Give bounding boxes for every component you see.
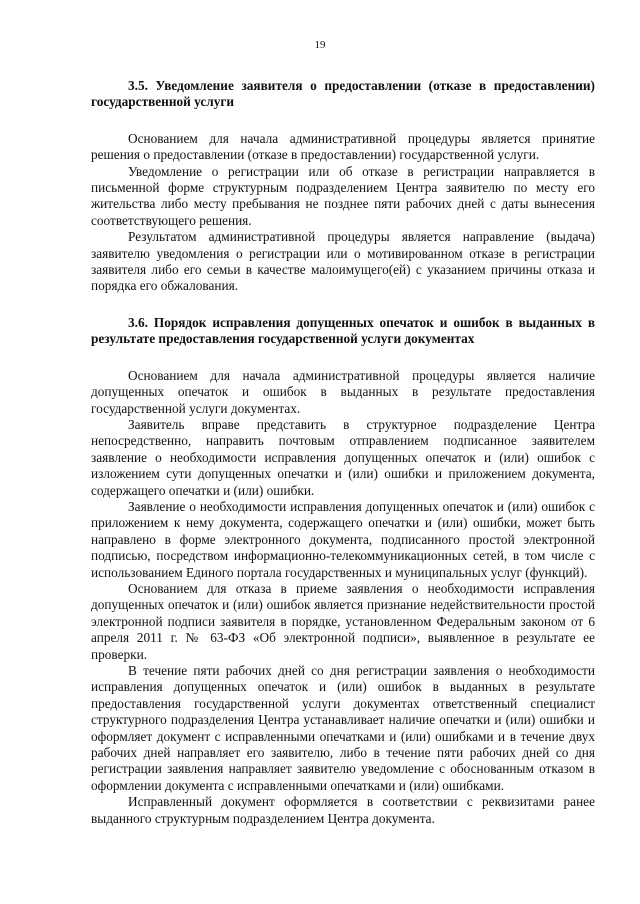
paragraph: Основанием для начала административной процедуры является наличие допущенных опечаток и ошибок в выданных в результате предоставления государственной услуги документах. (91, 367, 595, 416)
paragraph: Результатом административной процедуры является направление (выдача) заявителю уведомления о регистрации или о мотивированном отказе в регистрации заявителя либо его семьи в качестве малоимущего(ей) с указанием причины отказа и порядка его обжалования. (91, 229, 595, 294)
document-body (91, 78, 595, 827)
spacer (91, 111, 595, 131)
page-number: 19 (314, 39, 326, 51)
section-3-5 (91, 78, 595, 295)
paragraph: Основанием для начала административной процедуры является принятие решения о предоставлении (отказе в предоставлении) государственной услуги. (91, 130, 595, 163)
spacer (91, 348, 595, 368)
paragraph: Заявитель вправе представить в структурное подразделение Центра непосредственно, направить почтовым отправлением подписанное заявителем заявление о необходимости исправления допущенных опечаток и (или) ошибок с изложением сути допущенных опечатки и (или) ошибки и приложением документа, содержащего опечатки и (или) ошибки. (91, 416, 595, 498)
section-heading: 3.5. Уведомление заявителя о предоставлении (отказе в предоставлении) государственной услуги (91, 78, 595, 110)
paragraph: В течение пяти рабочих дней со дня регистрации заявления о необходимости исправления допущенных опечаток и (или) ошибок в выданных в результате предоставления государственной услуги документах ответственный специалист структурного подразделения Центра устанавливает наличие опечатки и (или) ошибки и оформляет документ с исправленными опечатками и (или) ошибками и в течение двух рабочих дней направляет его заявителю, либо в течение пяти рабочих дней со дня регистрации заявления направляет заявителю уведомление с обоснованным отказом в оформлении документа с исправленными опечатками и (или) ошибками. (91, 663, 595, 793)
paragraph: Исправленный документ оформляется в соответствии с реквизитами ранее выданного структурным подразделением Центра документа. (91, 794, 595, 826)
paragraph: Заявление о необходимости исправления допущенных опечаток и (или) ошибок с приложением к нему документа, содержащего опечатки и (или) ошибки, может быть направлено в форме электронного документа, подписанного простой электронной подписью, посредством информационно-телекоммуникационных сетей, в том числе с использованием Единого портала государственных и муниципальных услуг (функций). (91, 498, 595, 580)
paragraph: Уведомление о регистрации или об отказе в регистрации направляется в письменной форме структурным подразделением Центра заявителю по месту его жительства либо месту пребывания не позднее пяти рабочих дней с даты вынесения соответствующего решения. (91, 163, 595, 228)
section-heading: 3.6. Порядок исправления допущенных опечаток и ошибок в выданных в результате предоставления государственной услуги документах (91, 314, 595, 347)
paragraph: Основанием для отказа в приеме заявления о необходимости исправления допущенных опечаток и (или) ошибок является признание недействительности простой электронной подписи заявителя в порядке, установленном Федеральным законом от 6 апреля 2011 г. № 63-ФЗ «Об электронной подписи», выявленное в результате ее проверки. (91, 580, 595, 662)
section-3-6 (91, 315, 595, 827)
